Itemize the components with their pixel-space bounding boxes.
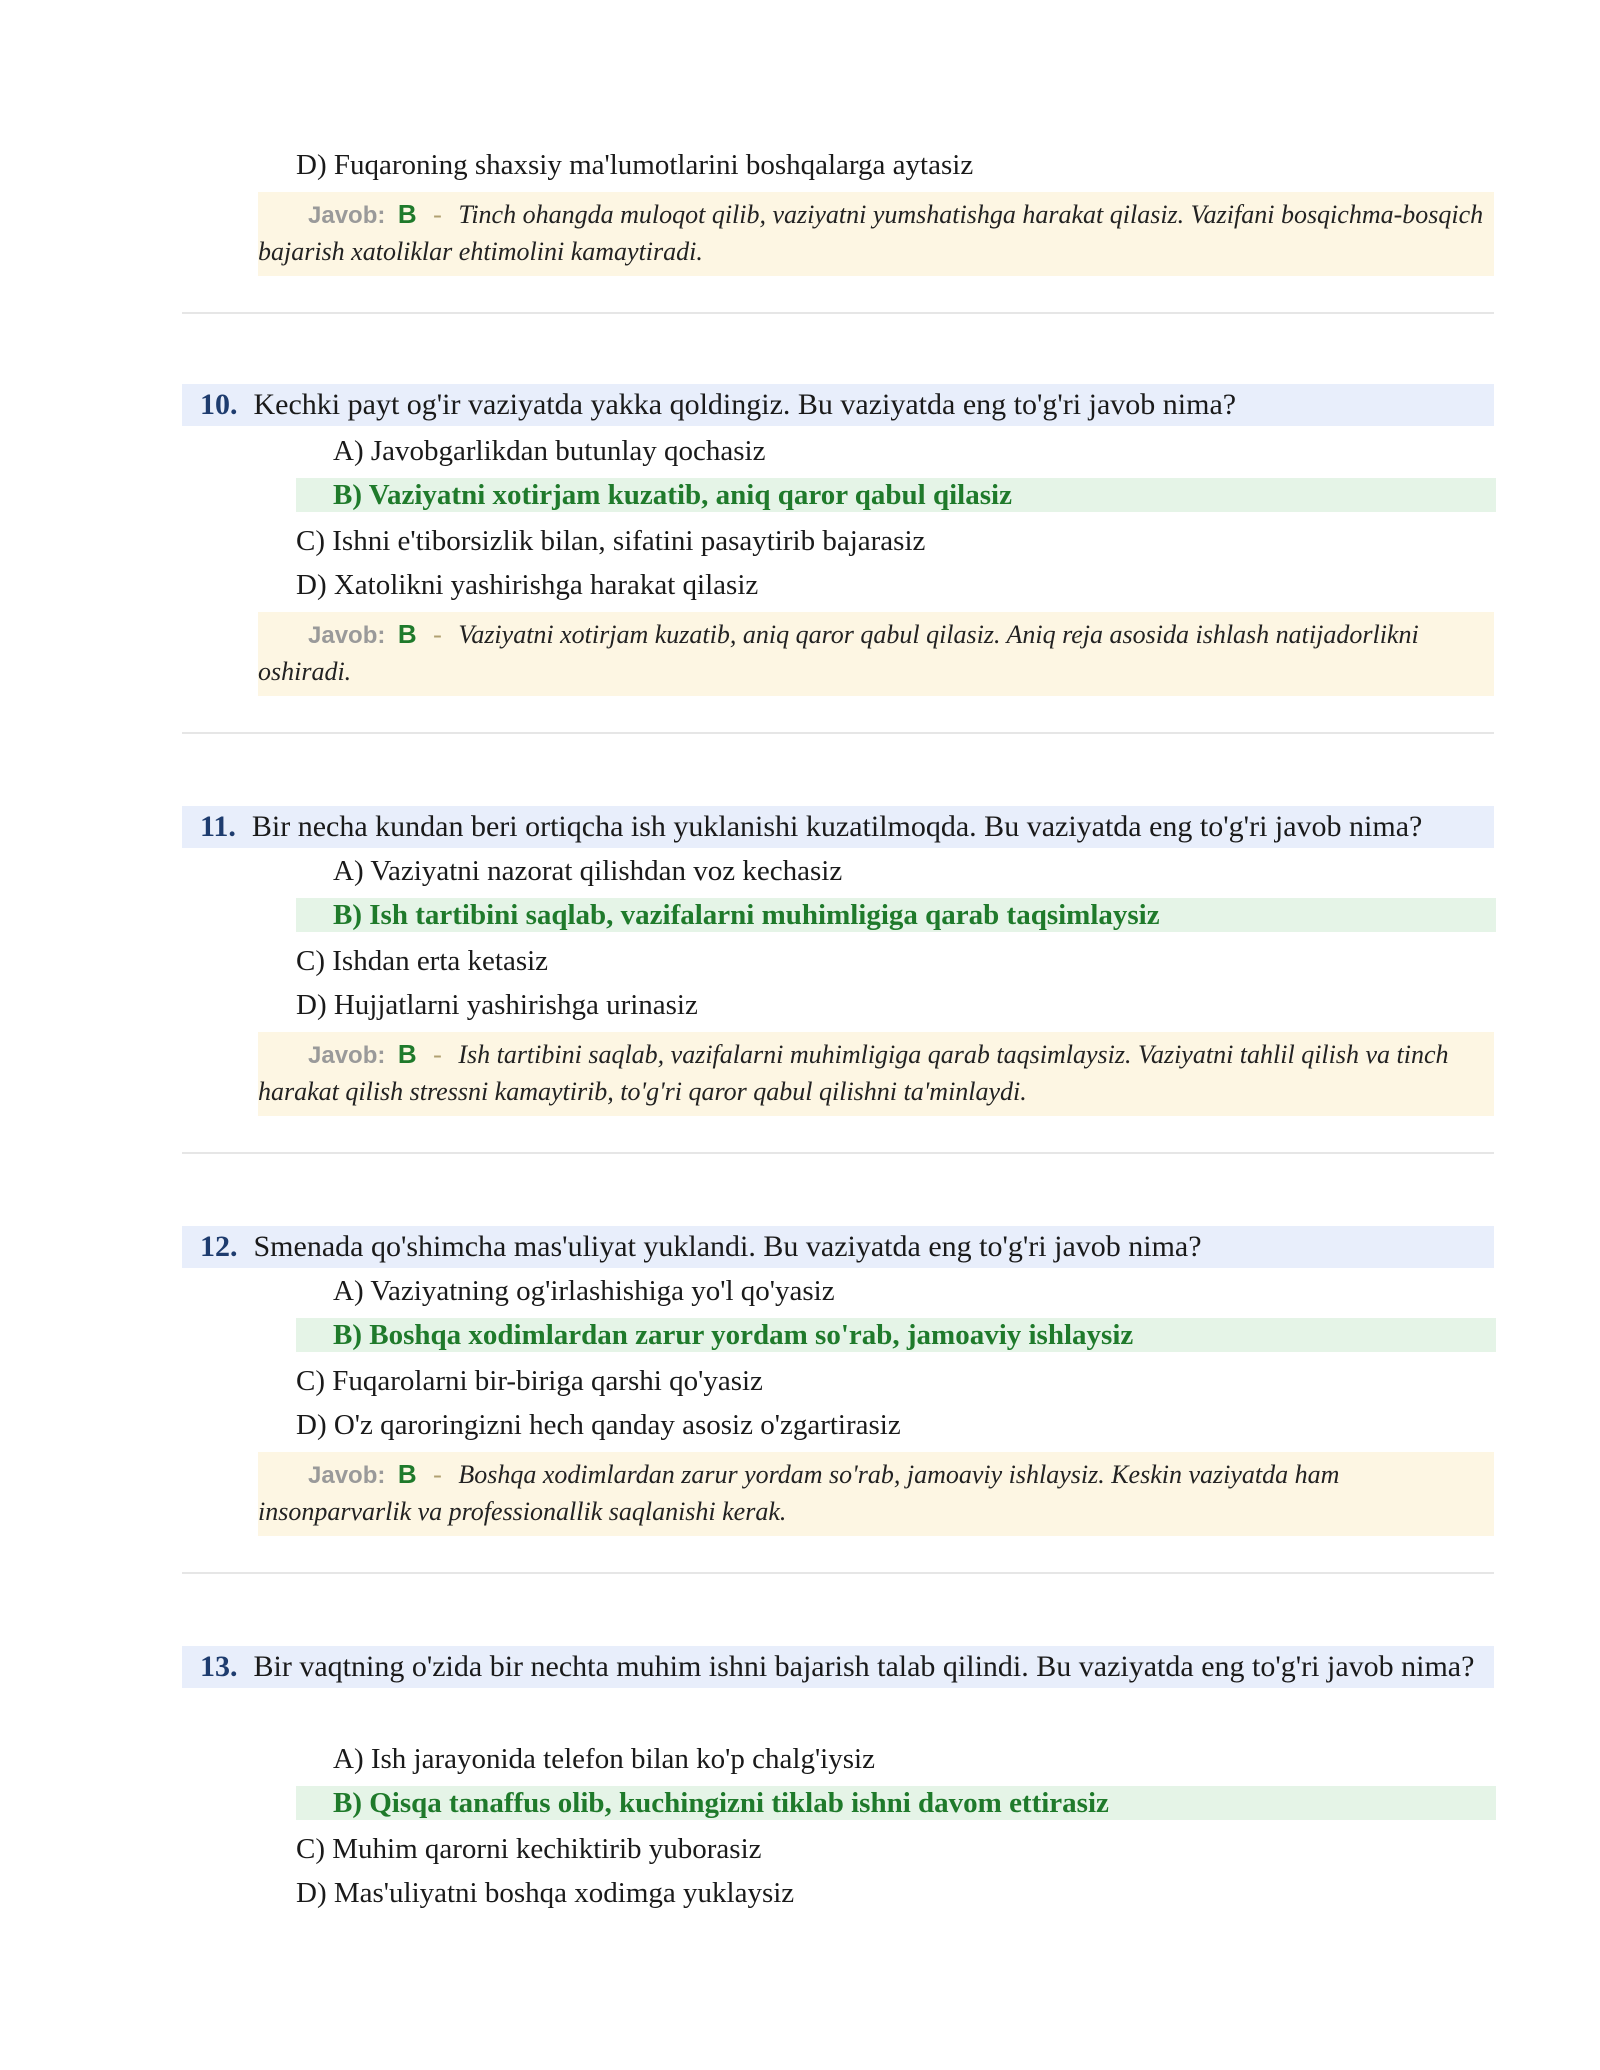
option-d: D) Xatolikni yashirishga harakat qilasiz <box>296 569 759 601</box>
question-text: Bir necha kundan beri ortiqcha ish yuklanishi kuzatilmoqda. Bu vaziyatda eng to'g'ri javob nima? <box>251 810 1423 843</box>
question-10 <box>182 384 1494 426</box>
answer-explanation: Tinch ohangda muloqot qilib, vaziyatni yumshatishga harakat qilasiz. Vazifani bosqichma-bosqich bajarish xatoliklar ehtimolini kamaytiradi. <box>258 200 1484 266</box>
option-a: A) Ish jarayonida telefon bilan ko'p chalg'iysiz <box>333 1743 875 1775</box>
option-b-correct: B) Boshqa xodimlardan zarur yordam so'rab, jamoaviy ishlaysiz <box>296 1318 1496 1352</box>
answer-dash: - <box>433 1040 442 1069</box>
question-13 <box>182 1646 1494 1688</box>
answer-box <box>258 1032 1494 1116</box>
question-12 <box>182 1226 1494 1268</box>
option-c: C) Fuqarolarni bir-biriga qarshi qo'yasiz <box>296 1365 763 1397</box>
option-b-correct: B) Ish tartibini saqlab, vazifalarni muhimligiga qarab taqsimlaysiz <box>296 898 1496 932</box>
option-c: C) Ishni e'tiborsizlik bilan, sifatini pasaytirib bajarasiz <box>296 525 926 557</box>
question-number: 10. <box>200 388 238 421</box>
answer-letter: B <box>397 1459 417 1489</box>
answer-label: Javob: <box>308 202 386 229</box>
option-c: C) Ishdan erta ketasiz <box>296 945 549 977</box>
option-a: A) Vaziyatning og'irlashishiga yo'l qo'yasiz <box>333 1275 835 1307</box>
answer-box <box>258 1452 1494 1536</box>
question-number: 12. <box>200 1230 238 1263</box>
answer-letter: B <box>397 1039 417 1069</box>
question-11 <box>182 806 1494 848</box>
answer-letter: B <box>397 619 417 649</box>
question-text: Kechki payt og'ir vaziyatda yakka qoldingiz. Bu vaziyatda eng to'g'ri javob nima? <box>253 388 1237 421</box>
answer-dash: - <box>433 620 442 649</box>
separator <box>182 312 1494 314</box>
question-text: Bir vaqtning o'zida bir nechta muhim ishni bajarish talab qilindi. Bu vaziyatda eng to'g'ri javob nima? <box>253 1650 1475 1683</box>
answer-box <box>258 612 1494 696</box>
separator <box>182 732 1494 734</box>
option-b-correct: B) Qisqa tanaffus olib, kuchingizni tiklab ishni davom ettirasiz <box>296 1786 1496 1820</box>
separator <box>182 1572 1494 1574</box>
answer-explanation: Ish tartibini saqlab, vazifalarni muhimligiga qarab taqsimlaysiz. Vaziyatni tahlil qilish va tinch harakat qilish stressni kamaytirib, to'g'ri qaror qabul qilishni ta'minlaydi. <box>258 1040 1449 1106</box>
answer-dash: - <box>433 200 442 229</box>
option-c: C) Muhim qarorni kechiktirib yuborasiz <box>296 1833 762 1865</box>
question-number: 13. <box>200 1650 238 1683</box>
answer-label: Javob: <box>308 1042 386 1069</box>
separator <box>182 1152 1494 1154</box>
answer-box <box>258 192 1494 276</box>
answer-label: Javob: <box>308 1462 386 1489</box>
option-a: A) Vaziyatni nazorat qilishdan voz kechasiz <box>333 855 843 887</box>
answer-explanation: Boshqa xodimlardan zarur yordam so'rab, jamoaviy ishlaysiz. Keskin vaziyatda ham insonparvarlik va professionallik saqlanishi kerak. <box>258 1460 1340 1526</box>
option-a: A) Javobgarlikdan butunlay qochasiz <box>333 435 766 467</box>
answer-letter: B <box>397 199 417 229</box>
option-d: D) Mas'uliyatni boshqa xodimga yuklaysiz <box>296 1877 795 1909</box>
option-d: D) Fuqaroning shaxsiy ma'lumotlarini boshqalarga aytasiz <box>296 149 974 181</box>
option-b-correct: B) Vaziyatni xotirjam kuzatib, aniq qaror qabul qilasiz <box>296 478 1496 512</box>
question-number: 11. <box>200 810 236 843</box>
answer-explanation: Vaziyatni xotirjam kuzatib, aniq qaror qabul qilasiz. Aniq reja asosida ishlash natijadorlikni oshiradi. <box>258 620 1419 686</box>
option-d: D) Hujjatlarni yashirishga urinasiz <box>296 989 698 1021</box>
answer-dash: - <box>433 1460 442 1489</box>
answer-label: Javob: <box>308 622 386 649</box>
option-d: D) O'z qaroringizni hech qanday asosiz o'zgartirasiz <box>296 1409 901 1441</box>
question-text: Smenada qo'shimcha mas'uliyat yuklandi. Bu vaziyatda eng to'g'ri javob nima? <box>253 1230 1202 1263</box>
